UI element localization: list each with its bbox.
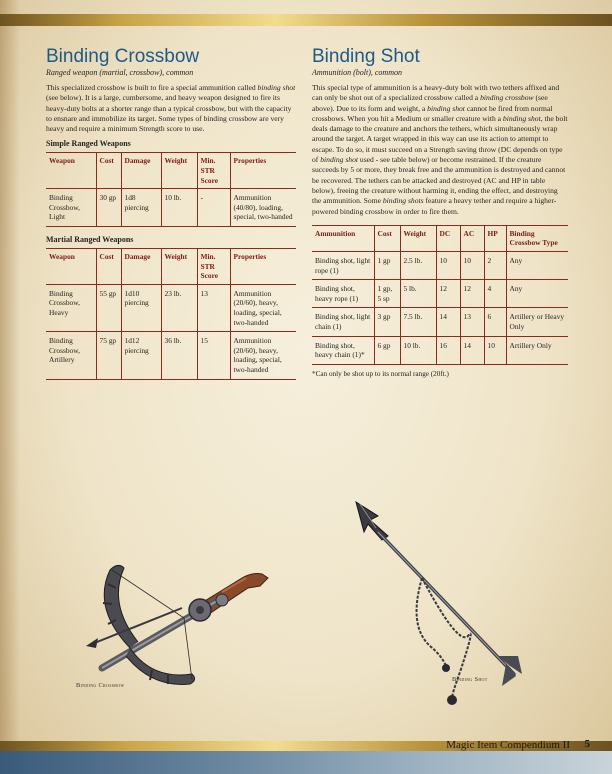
table-cell: Artillery Only xyxy=(506,336,568,364)
table-row xyxy=(312,308,568,336)
col-min-str: Min. STR Score xyxy=(197,153,230,189)
simple-weapons-table xyxy=(46,152,296,227)
col-damage: Damage xyxy=(121,153,161,189)
col-hp: HP xyxy=(484,225,506,251)
table-cell: Binding Crossbow, Artillery xyxy=(46,332,96,379)
simple-weapons-label: Simple Ranged Weapons xyxy=(46,139,131,149)
table-cell: - xyxy=(197,189,230,227)
table-cell: 10 xyxy=(460,252,484,280)
table-cell: Binding shot, heavy rope (1) xyxy=(312,280,374,308)
table-row xyxy=(312,252,568,280)
table-cell: 4 xyxy=(484,280,506,308)
binding-shot-title: Binding Shot xyxy=(312,46,420,67)
binding-crossbow-subtitle: Ranged weapon (martial, crossbow), common xyxy=(46,68,194,77)
table-header-row xyxy=(46,249,296,285)
crossbow-illustration xyxy=(72,548,282,688)
table-cell: 75 gp xyxy=(96,332,121,379)
table-cell: Ammunition (20/60), heavy, loading, special, two-handed xyxy=(230,332,296,379)
table-cell: 14 xyxy=(460,336,484,364)
table-row xyxy=(46,189,296,227)
footer-book-title: Magic Item Compendium II xyxy=(446,739,570,751)
ammunition-footnote: *Can only be shot up to its normal range (20ft.) xyxy=(312,369,449,378)
page-edge-shading xyxy=(0,0,20,774)
table-cell: 6 xyxy=(484,308,506,336)
table-row xyxy=(312,336,568,364)
martial-weapons-table xyxy=(46,248,296,380)
table-cell: 10 xyxy=(484,336,506,364)
col-weight: Weight xyxy=(400,225,436,251)
col-dc: DC xyxy=(436,225,460,251)
table-cell: 14 xyxy=(436,308,460,336)
table-row xyxy=(46,332,296,379)
page-number: 5 xyxy=(584,738,590,750)
col-crossbow-type: Binding Crossbow Type xyxy=(506,225,568,251)
ammunition-table xyxy=(312,225,568,365)
table-cell: 2.5 lb. xyxy=(400,252,436,280)
table-cell: 36 lb. xyxy=(161,332,197,379)
binding-crossbow-title: Binding Crossbow xyxy=(46,46,200,67)
col-min-str: Min. STR Score xyxy=(197,249,230,285)
col-properties: Properties xyxy=(230,249,296,285)
shot-caption: Binding Shot xyxy=(452,676,488,683)
table-cell: 12 xyxy=(436,280,460,308)
table-cell: Ammunition (20/60), heavy, loading, special, two-handed xyxy=(230,284,296,331)
table-cell: Binding shot, light chain (1) xyxy=(312,308,374,336)
table-cell: 1d8 piercing xyxy=(121,189,161,227)
table-cell: Binding shot, heavy chain (1)* xyxy=(312,336,374,364)
col-cost: Cost xyxy=(96,153,121,189)
binding-crossbow-description: This specialized crossbow is built to fire a special ammunition called binding shot (see below). It is a large, cumbersome, and heavy weapon designed to fire its heavy-duty bolts at a shorter range than a typical crossbow, but with the capacity to ensnare and immobilize its target. Some types of binding crossbow are very heavy and require a minimum Strength score to use. xyxy=(46,83,296,134)
martial-weapons-label: Martial Ranged Weapons xyxy=(46,235,134,245)
col-damage: Damage xyxy=(121,249,161,285)
table-row xyxy=(46,284,296,331)
table-cell: 1d10 piercing xyxy=(121,284,161,331)
table-cell: Binding Crossbow, Heavy xyxy=(46,284,96,331)
table-cell: 12 xyxy=(460,280,484,308)
table-cell: 6 gp xyxy=(374,336,400,364)
col-weapon: Weapon xyxy=(46,249,96,285)
col-weight: Weight xyxy=(161,153,197,189)
table-cell: 10 lb. xyxy=(400,336,436,364)
table-cell: 13 xyxy=(460,308,484,336)
table-cell: Any xyxy=(506,280,568,308)
table-cell: 7.5 lb. xyxy=(400,308,436,336)
col-ac: AC xyxy=(460,225,484,251)
left-column xyxy=(46,46,296,380)
col-weight: Weight xyxy=(161,249,197,285)
col-cost: Cost xyxy=(96,249,121,285)
table-cell: 10 lb. xyxy=(161,189,197,227)
table-row xyxy=(312,280,568,308)
table-cell: Binding Crossbow, Light xyxy=(46,189,96,227)
table-cell: 1 gp xyxy=(374,252,400,280)
binding-shot-subtitle: Ammunition (bolt), common xyxy=(312,68,402,77)
table-cell: 3 gp xyxy=(374,308,400,336)
col-weapon: Weapon xyxy=(46,153,96,189)
col-properties: Properties xyxy=(230,153,296,189)
table-cell: Artillery or Heavy Only xyxy=(506,308,568,336)
top-gold-border xyxy=(0,14,612,26)
col-cost: Cost xyxy=(374,225,400,251)
table-cell: 15 xyxy=(197,332,230,379)
table-cell: 23 lb. xyxy=(161,284,197,331)
table-cell: 1d12 piercing xyxy=(121,332,161,379)
right-column xyxy=(312,46,568,378)
col-ammunition: Ammunition xyxy=(312,225,374,251)
table-cell: 30 gp xyxy=(96,189,121,227)
binding-shot-illustration xyxy=(348,496,528,706)
crossbow-caption: Binding Crossbow xyxy=(76,682,125,689)
table-cell: Ammunition (40/80), loading, special, two-handed xyxy=(230,189,296,227)
footer-band xyxy=(0,751,612,774)
binding-shot-description: This special type of ammunition is a heavy-duty bolt with two tethers affixed and can only be shot out of a specialized crossbow called a binding crossbow (see above). Due to its form and weight, a binding shot cannot be fired from normal crossbows. When you hit a Medium or smaller creature with a binding shot, the bolt deals damage to the creature and anchors the tethers, which simultaneously wrap around the target. A target wrapped in this way can use its action to attempt to escape. To do so, it must succeed on a Strength saving throw (DC depends on type of binding shot used - see table below) or become restrained. If the creature succeeds by 5 or more, they break free and the ammunition is destroyed and cannot be recovered. The tethers can be attacked and destroyed (AC and HP in table below), freeing the creature without harming it, ending the effect, and destroying the ammunition. Some binding shots feature a heavy tether and require a higher-powered binding crossbow in order to fire them. xyxy=(312,83,568,216)
table-header-row xyxy=(312,225,568,251)
table-header-row xyxy=(46,153,296,189)
table-cell: 13 xyxy=(197,284,230,331)
table-cell: 10 xyxy=(436,252,460,280)
table-cell: 2 xyxy=(484,252,506,280)
table-cell: Any xyxy=(506,252,568,280)
table-cell: 55 gp xyxy=(96,284,121,331)
table-cell: 1 gp, 5 sp xyxy=(374,280,400,308)
table-cell: 16 xyxy=(436,336,460,364)
table-cell: Binding shot, light rope (1) xyxy=(312,252,374,280)
table-cell: 5 lb. xyxy=(400,280,436,308)
